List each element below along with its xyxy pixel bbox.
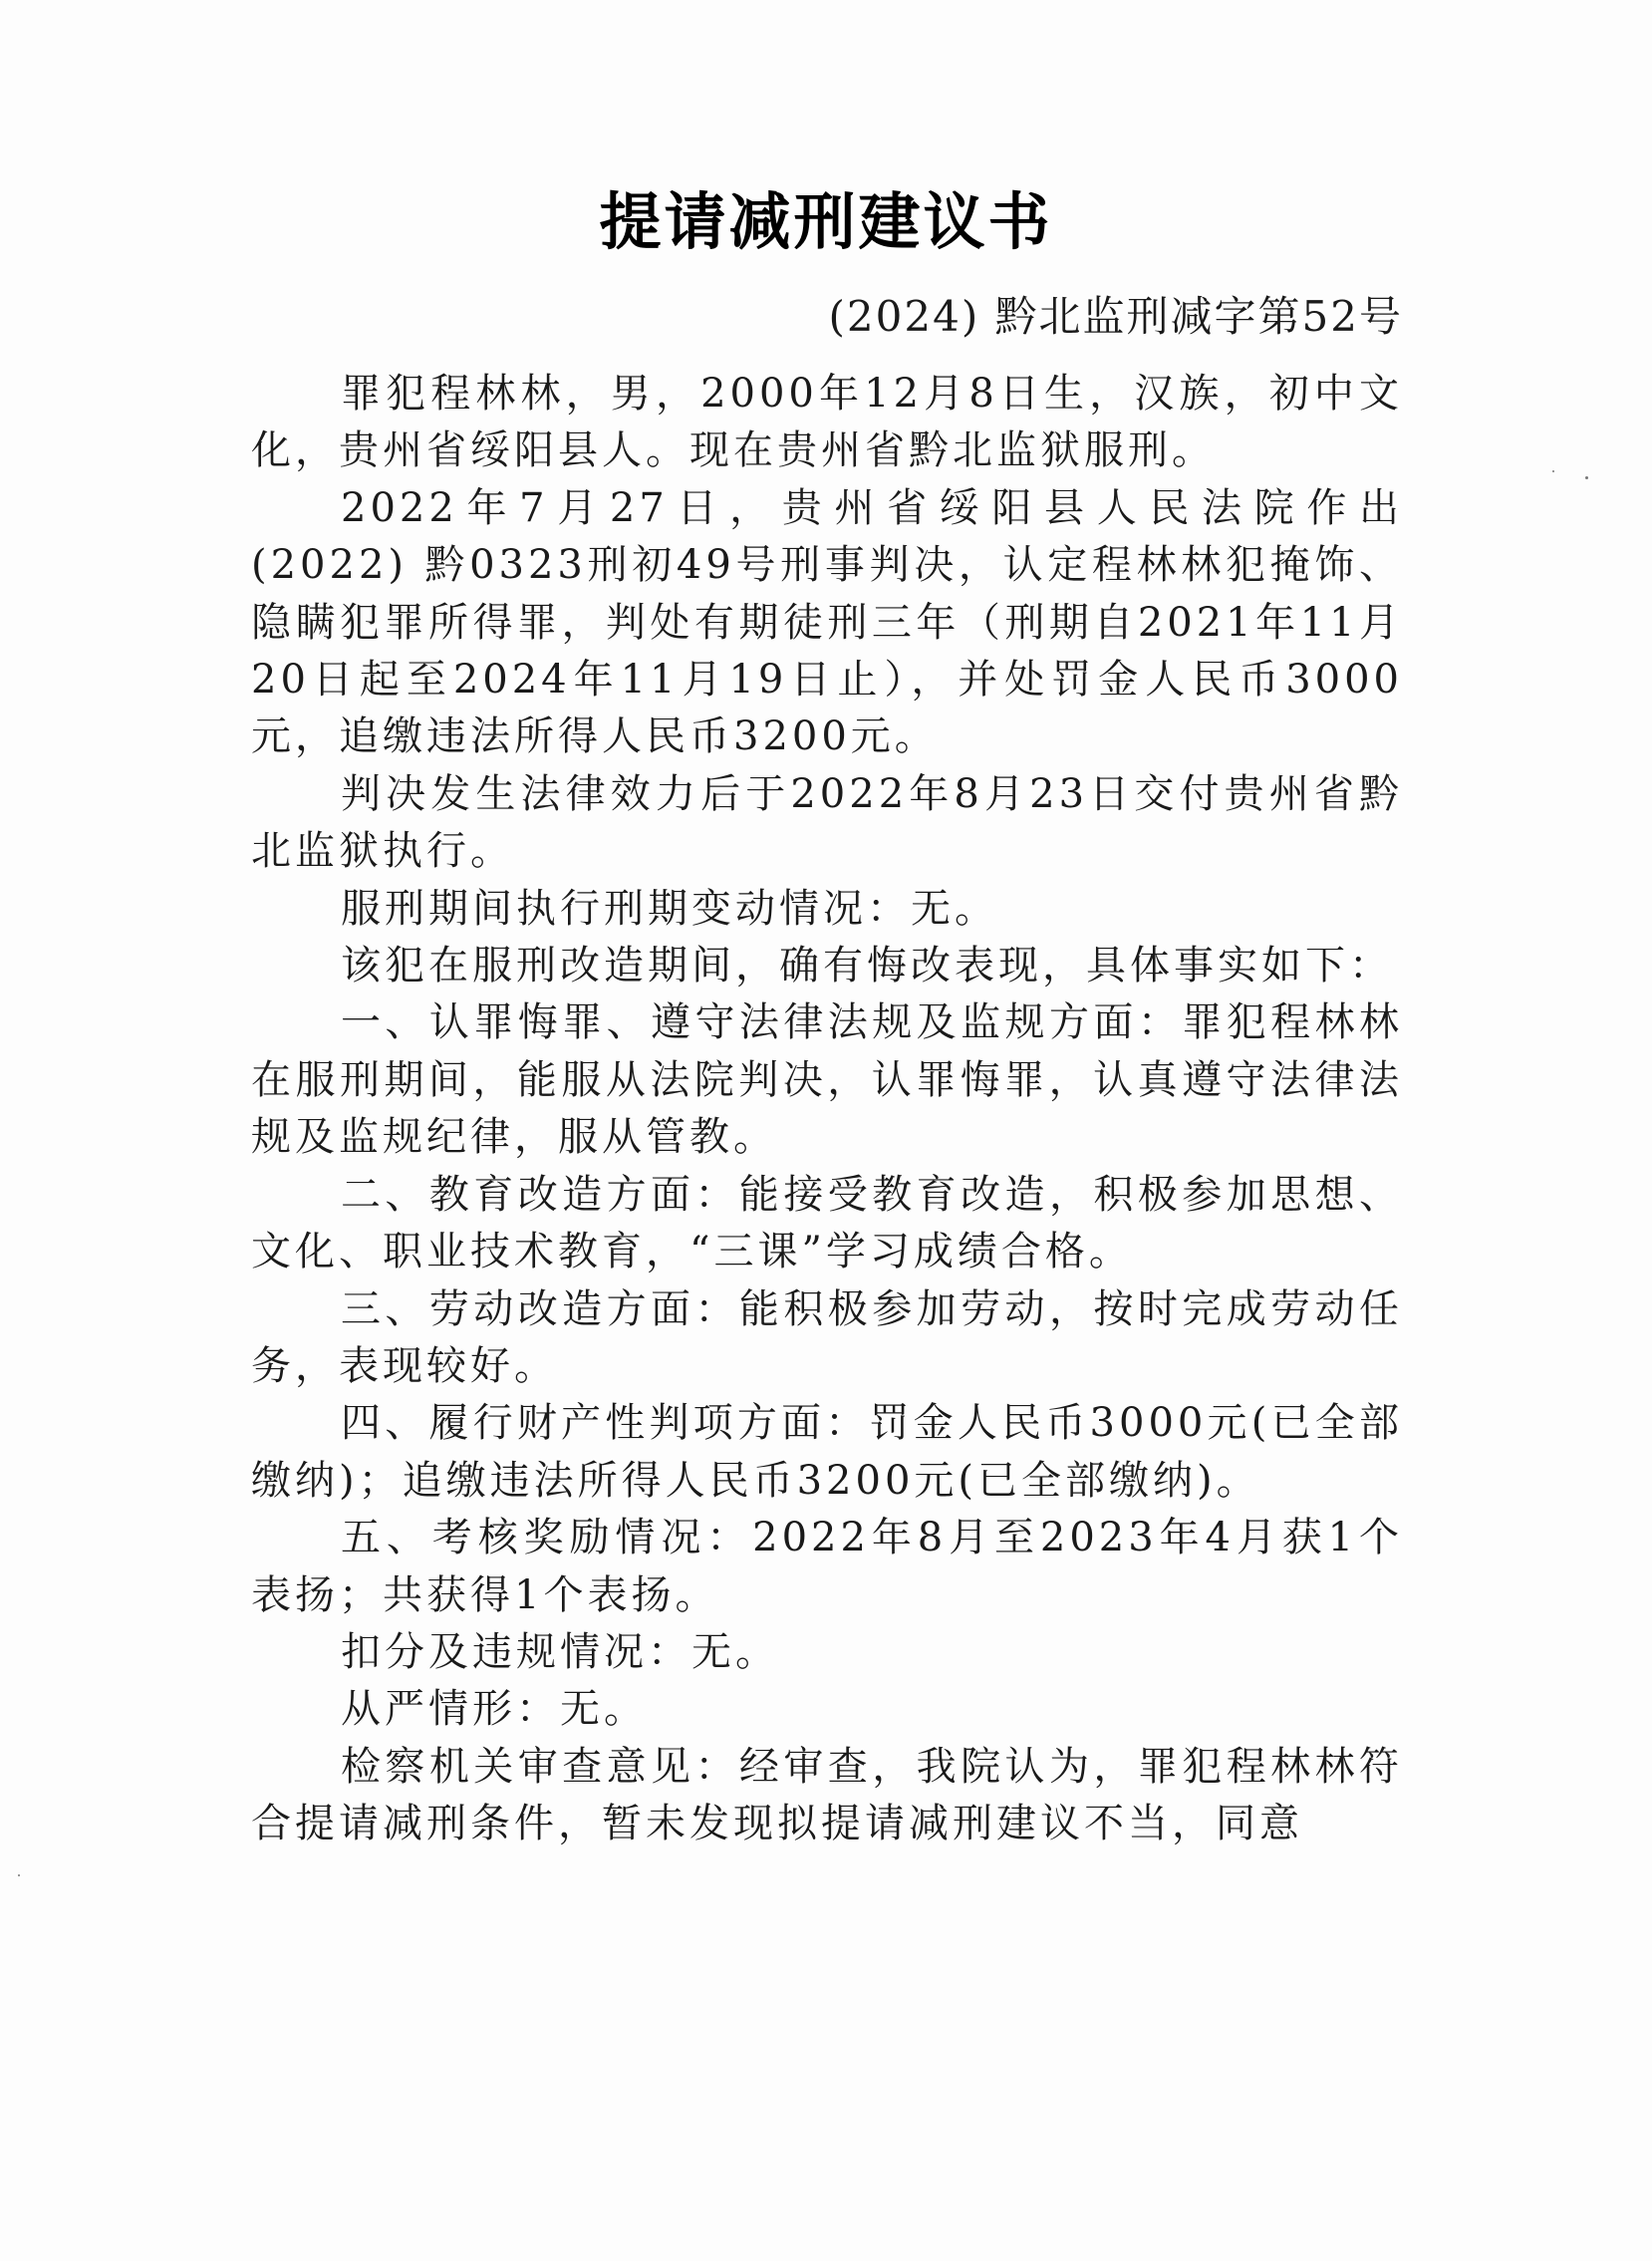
scan-speck [18, 1874, 20, 1876]
paragraph-repentance-intro: 该犯在服刑改造期间，确有悔改表现，具体事实如下： [341, 943, 1393, 989]
document-title: 提请减刑建议书 [599, 185, 1053, 258]
paragraph-deductions: 扣分及违规情况：无。 [341, 1628, 779, 1675]
paragraph-criminal-info: 罪犯程林林，男，2000年12月8日生，汉族，初中文化，贵州省绥阳县人。现在贵州省黔北监狱服刑。 [251, 371, 1403, 474]
paragraph-procuratorate-opinion: 检察机关审查意见：经审查，我院认为，罪犯程林林符合提请减刑条件，暂未发现拟提请减刑建议不当，同意 [251, 1743, 1403, 1847]
scan-speck [1585, 476, 1588, 479]
paragraph-sentence-change: 服刑期间执行刑期变动情况：无。 [341, 885, 998, 932]
document-body [251, 366, 1403, 1853]
document-number: (2024) 黔北监刑减字第52号 [828, 292, 1403, 341]
paragraph-delivery: 判决发生法律效力后于2022年8月23日交付贵州省黔北监狱执行。 [251, 770, 1403, 875]
scan-speck [1552, 470, 1554, 472]
paragraph-judgment: 2022年7月27日，贵州省绥阳县人民法院作出(2022) 黔0323刑初49号刑事判决，认定程林林犯掩饰、隐瞒犯罪所得罪，判处有期徒刑三年（刑期自2021年11月20日起至2024年11月19日止），并处罚金人民币3000元，追缴违法所得人民币3200元。 [251, 484, 1403, 760]
paragraph-strict-circumstances: 从严情形：无。 [341, 1686, 648, 1733]
paragraph-item-5: 五、考核奖励情况：2022年8月至2023年4月获1个表扬；共获得1个表扬。 [251, 1515, 1403, 1618]
paragraph-item-4: 四、履行财产性判项方面：罚金人民币3000元(已全部缴纳)；追缴违法所得人民币3200元(已全部缴纳)。 [251, 1400, 1403, 1504]
paragraph-item-2: 二、教育改造方面：能接受教育改造，积极参加思想、文化、职业技术教育，“三课”学习成绩合格。 [251, 1171, 1403, 1275]
paragraph-item-1: 一、认罪悔罪、遵守法律法规及监规方面：罪犯程林林在服刑期间，能服从法院判决，认罪悔罪，认真遵守法律法规及监规纪律，服从管教。 [251, 999, 1403, 1161]
paragraph-item-3: 三、劳动改造方面：能积极参加劳动，按时完成劳动任务，表现较好。 [251, 1285, 1403, 1389]
